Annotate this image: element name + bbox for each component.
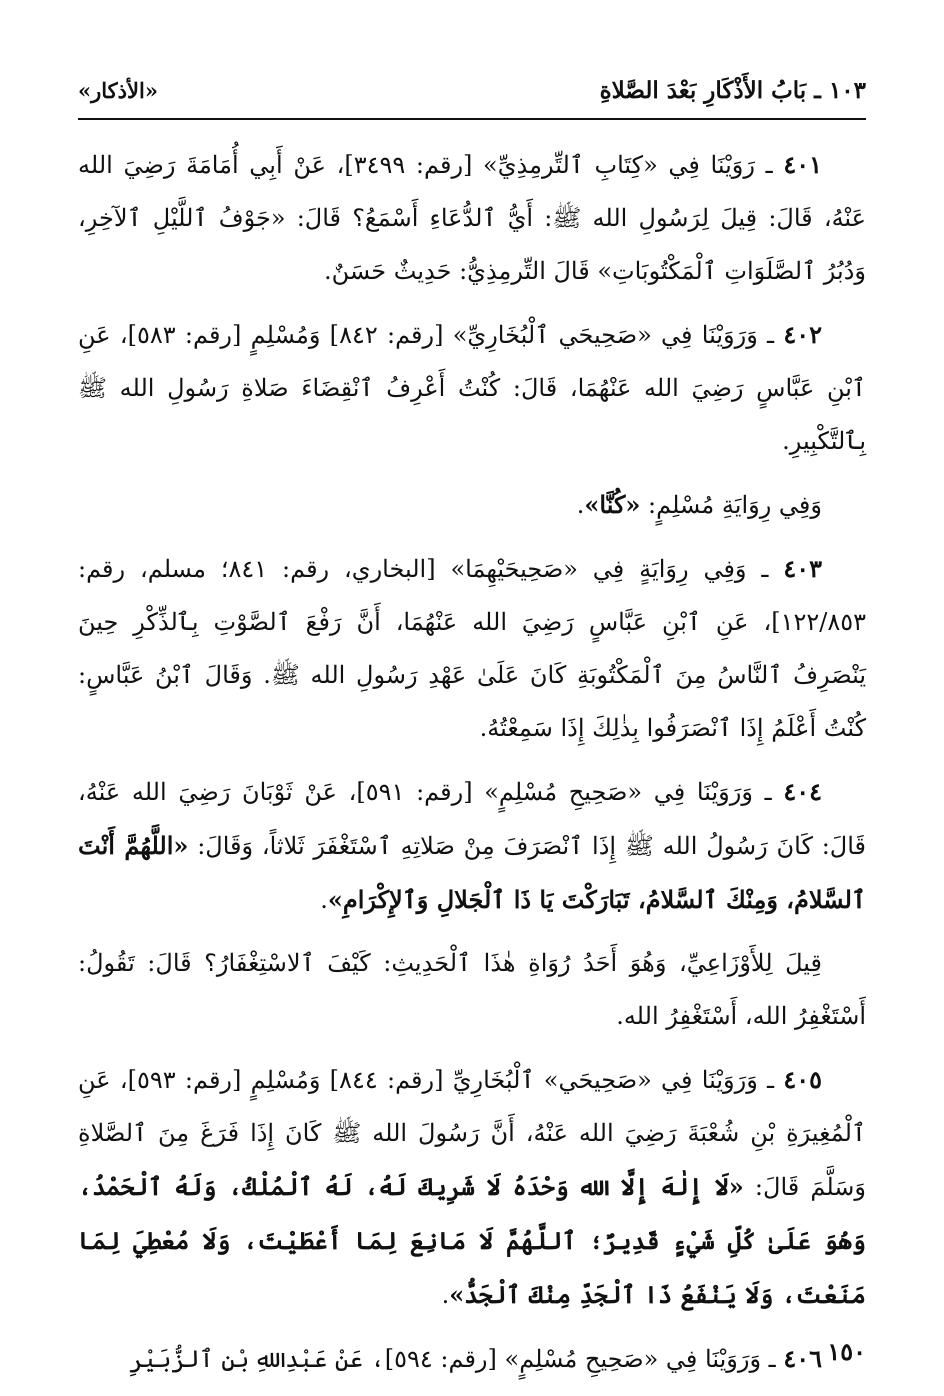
paragraph-404 [78, 765, 866, 927]
quoted-text: «لَا إِلٰهَ إِلَّا الله وَحْدَهُ لَا شَرِيكَ لَهُ، لَهُ ٱلْمُلْكُ، وَلَهُ ٱلْحَمْدُ، وَهُوَ عَلَىٰ كُلِّ شَيْءٍ قَدِيرٌ؛ ٱللَّهُمَّ لَا مَانِعَ لِمَا أَعْطَيْتَ، وَلَا مُعْطِيَ لِمَا مَنَعْتَ، وَلَا يَنْفَعُ ذَا ٱلْجَدِّ مِنْكَ ٱلْجَدُّ» [78, 1172, 866, 1309]
header-rule [78, 118, 866, 120]
paragraph-401 [78, 138, 866, 298]
paragraph-text: ـ وَرَوَيْنَا فِي «صَحِيحَي ٱلْبُخَارِيِّ» [رقم: ٨٤٢] وَمُسْلِمٍ [رقم: ٥٨٣]، عَنِ ٱبْنِ عَبَّاسٍ رَضِيَ الله عَنْهُمَا، قَالَ: كُنْتُ أَعْرِفُ ٱنْقِضَاءَ صَلاةِ رَسُولِ الله ﷺ بِٱلتَّكْبِيرِ. [78, 321, 866, 455]
paragraph-405 [78, 1053, 866, 1322]
hadith-number: ٤٠٤ [783, 777, 822, 806]
running-header [78, 70, 866, 110]
body-text [78, 138, 866, 1396]
hadith-number: ٤٠٣ [783, 554, 822, 583]
hadith-number: ٤٠٥ [783, 1065, 823, 1094]
paragraph-402 [78, 308, 866, 468]
chapter-title: ١٠٣ ـ بَابُ الأَذْكَارِ بَعْدَ الصَّلاةِ [599, 76, 866, 104]
paragraph-text: ـ وَرَوَيْنَا فِي «صَحِيحَي» ٱلْبُخَارِيِّ [رقم: ٨٤٤] وَمُسْلِمٍ [رقم: ٥٩٣]، عَنِ ٱلْمُغِيرَةِ بْنِ شُعْبَةَ رَضِيَ الله عَنْهُ، أَنَّ رَسُولَ الله ﷺ كَانَ إِذَا فَرَغَ مِنَ ٱلصَّلاةِ وَسَلَّمَ قَالَ: [78, 1066, 866, 1201]
paragraph-text: ـ رَوَيْنَا فِي «كِتَابِ ٱلتِّرمِذِيِّ» [رقم: ٣٤٩٩]، عَنْ أَبِي أُمَامَةَ رَضِيَ الله عَنْهُ، قَالَ: قِيلَ لِرَسُولِ الله ﷺ: أَيُّ ٱلدُّعَاءِ أَسْمَعُ؟ قَالَ: «جَوْفُ ٱللَّيْلِ ٱلآخِرِ، وَدُبُرُ ٱلصَّلَوَاتِ ٱلْمَكْتُوبَاتِ» قَالَ التِّرمِذِيُّ: حَدِيثٌ حَسَنٌ. [78, 151, 866, 285]
paragraph-406 [78, 1332, 866, 1386]
paragraph-402-variant [78, 478, 866, 532]
hadith-number: ٤٠١ [783, 150, 822, 179]
hadith-number: ٤٠٢ [783, 320, 823, 349]
book-title: «الأذكار» [78, 77, 158, 103]
paragraph-text: ـ وَرَوَيْنَا فِي «صَحِيحِ مُسْلِمٍ» [رقم: ٥٩٤]، عَنْ عَبْدِاللهِ بْنِ ٱلزُّبَيْرِ [129, 1345, 784, 1373]
paragraph-tail: . [576, 491, 585, 519]
paragraph-tail: . [320, 886, 328, 914]
page-number: ١٥٠ [827, 1337, 866, 1366]
paragraph-text: وَفِي رِوَايَةِ مُسْلِمٍ: [640, 491, 822, 519]
paragraph-text: ـ وَرَوَيْنَا فِي «صَحِيحِ مُسْلِمٍ» [رقم: ٥٩١]، عَنْ ثَوْبَانَ رَضِيَ الله عَنْهُ، قَالَ: كَانَ رَسُولُ الله ﷺ إِذَا ٱنْصَرَفَ مِنْ صَلاتِهِ ٱسْتَغْفَرَ ثَلاثاً، وَقَالَ: [78, 778, 867, 860]
paragraph-tail: . [441, 1281, 450, 1309]
paragraph-text: ـ وَفِي رِوَايَةٍ فِي «صَحِيحَيْهِمَا» [البخاري، رقم: ٨٤١؛ مسلم، رقم: ١٢٢/٨٥٣]، عَنِ ٱبْنِ عَبَّاسٍ رَضِيَ الله عَنْهُمَا، أَنَّ رَفْعَ ٱلصَّوْتِ بِٱلذِّكْرِ حِينَ يَنْصَرِفُ ٱلنَّاسُ مِنَ ٱلْمَكْتُوبَةِ كَانَ عَلَىٰ عَهْدِ رَسُولِ الله ﷺ. وَقَالَ ٱبْنُ عَبَّاسٍ: كُنْتُ أَعْلَمُ إِذَا ٱنْصَرَفُوا بِذٰلِكَ إِذَا سَمِعْتُهُ. [78, 555, 866, 742]
quoted-text: «كُنَّا» [584, 490, 641, 519]
paragraph-text: قِيلَ لِلأَوْزَاعِيِّ، وَهُوَ أَحَدُ رُوَاةِ هٰذَا ٱلْحَدِيثِ: كَيْفَ ٱلاسْتِغْفَارُ؟ قَالَ: تَقُولُ: أَسْتَغْفِرُ الله، أَسْتَغْفِرُ الله. [78, 949, 866, 1030]
quoted-text: «اللَّهُمَّ أَنْتَ ٱلسَّلامُ، وَمِنْكَ ٱلسَّلامُ، تَبَارَكْتَ يَا ذَا ٱلْجَلالِ وَٱلإِكْرَامِ» [78, 831, 866, 914]
paragraph-403 [78, 542, 866, 755]
hadith-number: ٤٠٦ [783, 1344, 822, 1373]
paragraph-404-note [78, 937, 866, 1043]
